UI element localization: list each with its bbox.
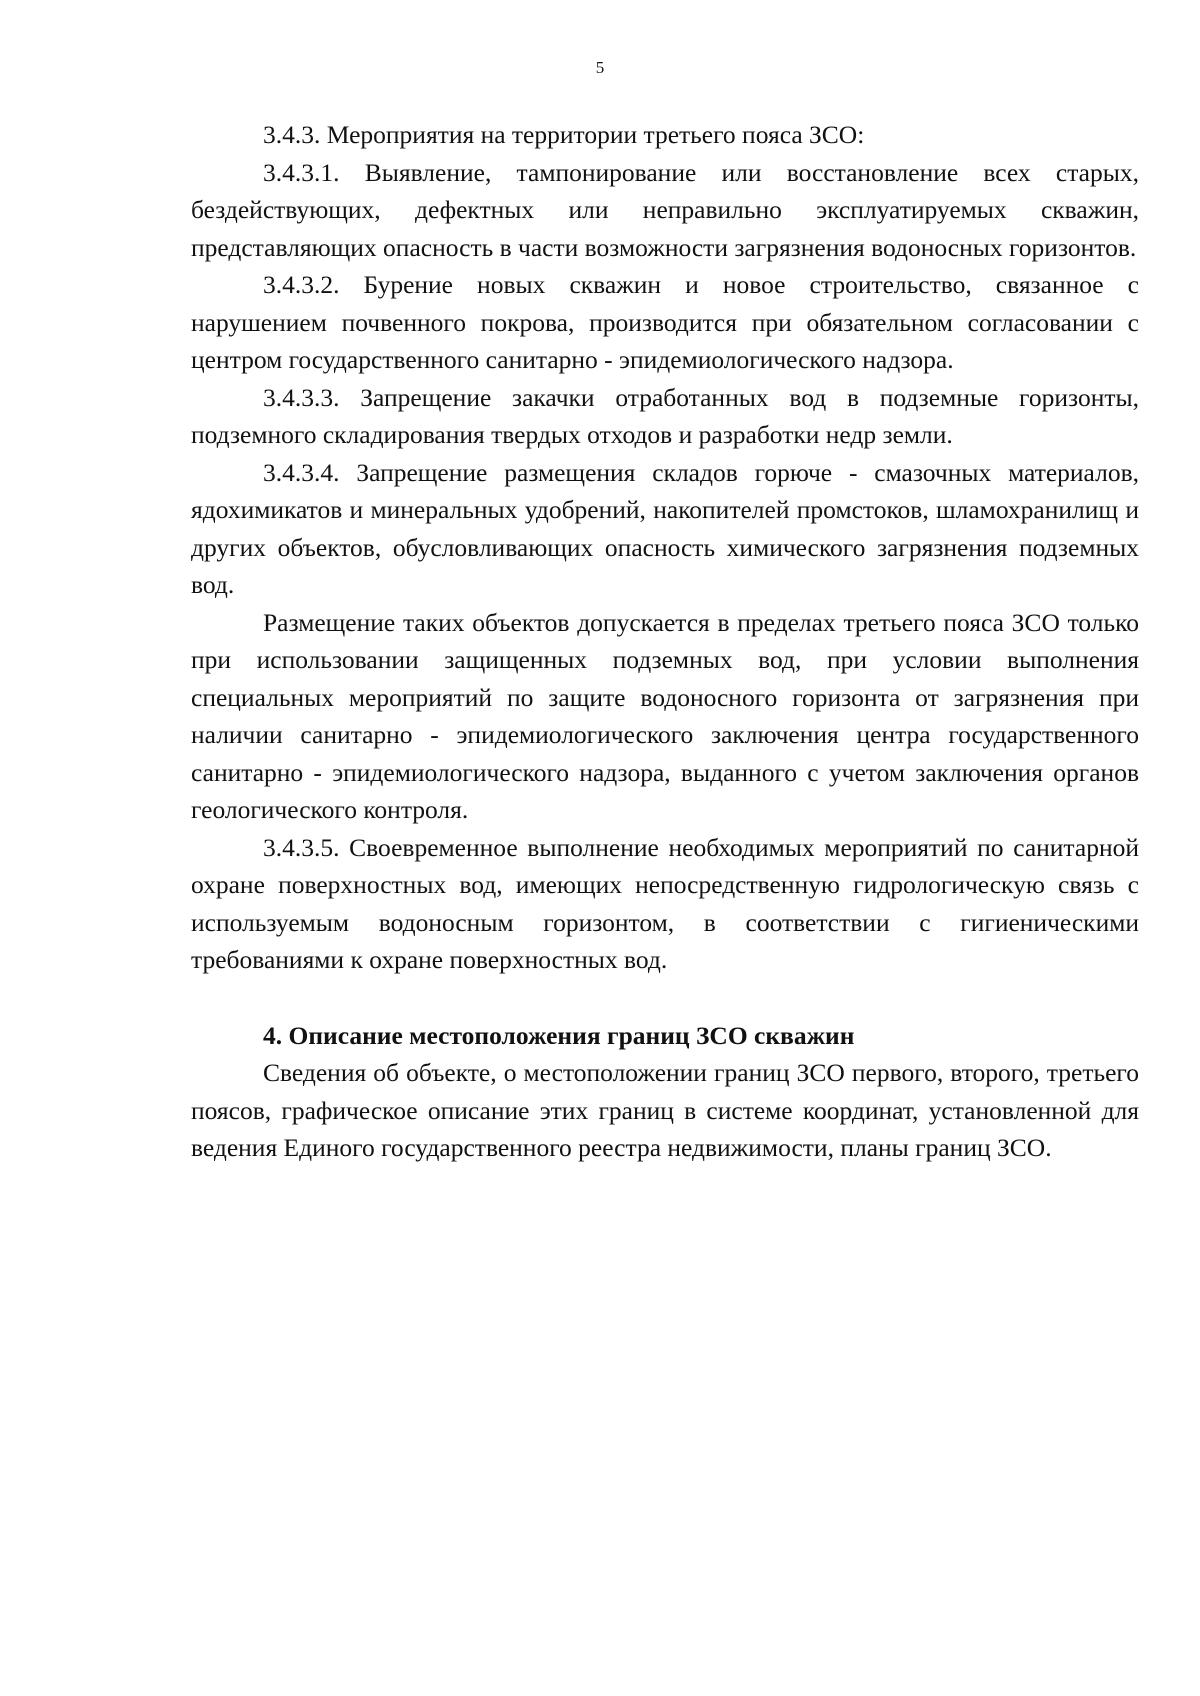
paragraph-3-4-3-4: 3.4.3.4. Запрещение размещения складов горюче - смазочных материалов, ядохимикатов и минеральных удобрений, накопителей промстоков, шламохранилищ и других объектов, обусловливающих опасность химического загрязнения подземных вод.: [191, 457, 1139, 599]
paragraph-3-4-3: 3.4.3. Мероприятия на территории третьего пояса ЗСО:: [263, 120, 865, 149]
paragraph-3-4-3-3: 3.4.3.3. Запрещение закачки отработанных вод в подземные горизонты, подземного складирования твердых отходов и разработки недр земли.: [191, 382, 1139, 449]
paragraph-3-4-3-1: 3.4.3.1. Выявление, тампонирование или восстановление всех старых, бездействующих, дефектных или неправильно эксплуатируемых скважин, представляющих опасность в части возможности загрязнения водоносных горизонтов.: [191, 157, 1139, 262]
paragraph-placement-conditions: Размещение таких объектов допускается в пределах третьего пояса ЗСО только при использовании защищенных подземных вод, при условии выполнения специальных мероприятий по защите водоносного горизонта от загрязнения при наличии санитарно - эпидемиологического заключения центра государственного санитарно - эпидемиологического надзора, выданного с учетом заключения органов геологического контроля.: [191, 607, 1139, 824]
paragraph-3-4-3-5: 3.4.3.5. Своевременное выполнение необходимых мероприятий по санитарной охране поверхностных вод, имеющих непосредственную гидрологическую связь с используемым водоносным горизонтом, в соответствии с гигиеническими требованиями к охране поверхностных вод.: [191, 832, 1139, 974]
paragraph-3-4-3-2: 3.4.3.2. Бурение новых скважин и новое строительство, связанное с нарушением почвенного покрова, производится при обязательном согласовании с центром государственного санитарно - эпидемиологического надзора.: [191, 270, 1139, 374]
document-body: [191, 116, 1139, 1167]
page-number: 5: [595, 58, 605, 77]
section-4-heading: 4. Описание местоположения границ ЗСО скважин: [263, 1020, 855, 1050]
section-4-body: Сведения об объекте, о местоположении границ ЗСО первого, второго, третьего поясов, графическое описание этих границ в системе координат, установленной для ведения Единого государственного реестра недвижимости, планы границ ЗСО.: [191, 1058, 1139, 1162]
